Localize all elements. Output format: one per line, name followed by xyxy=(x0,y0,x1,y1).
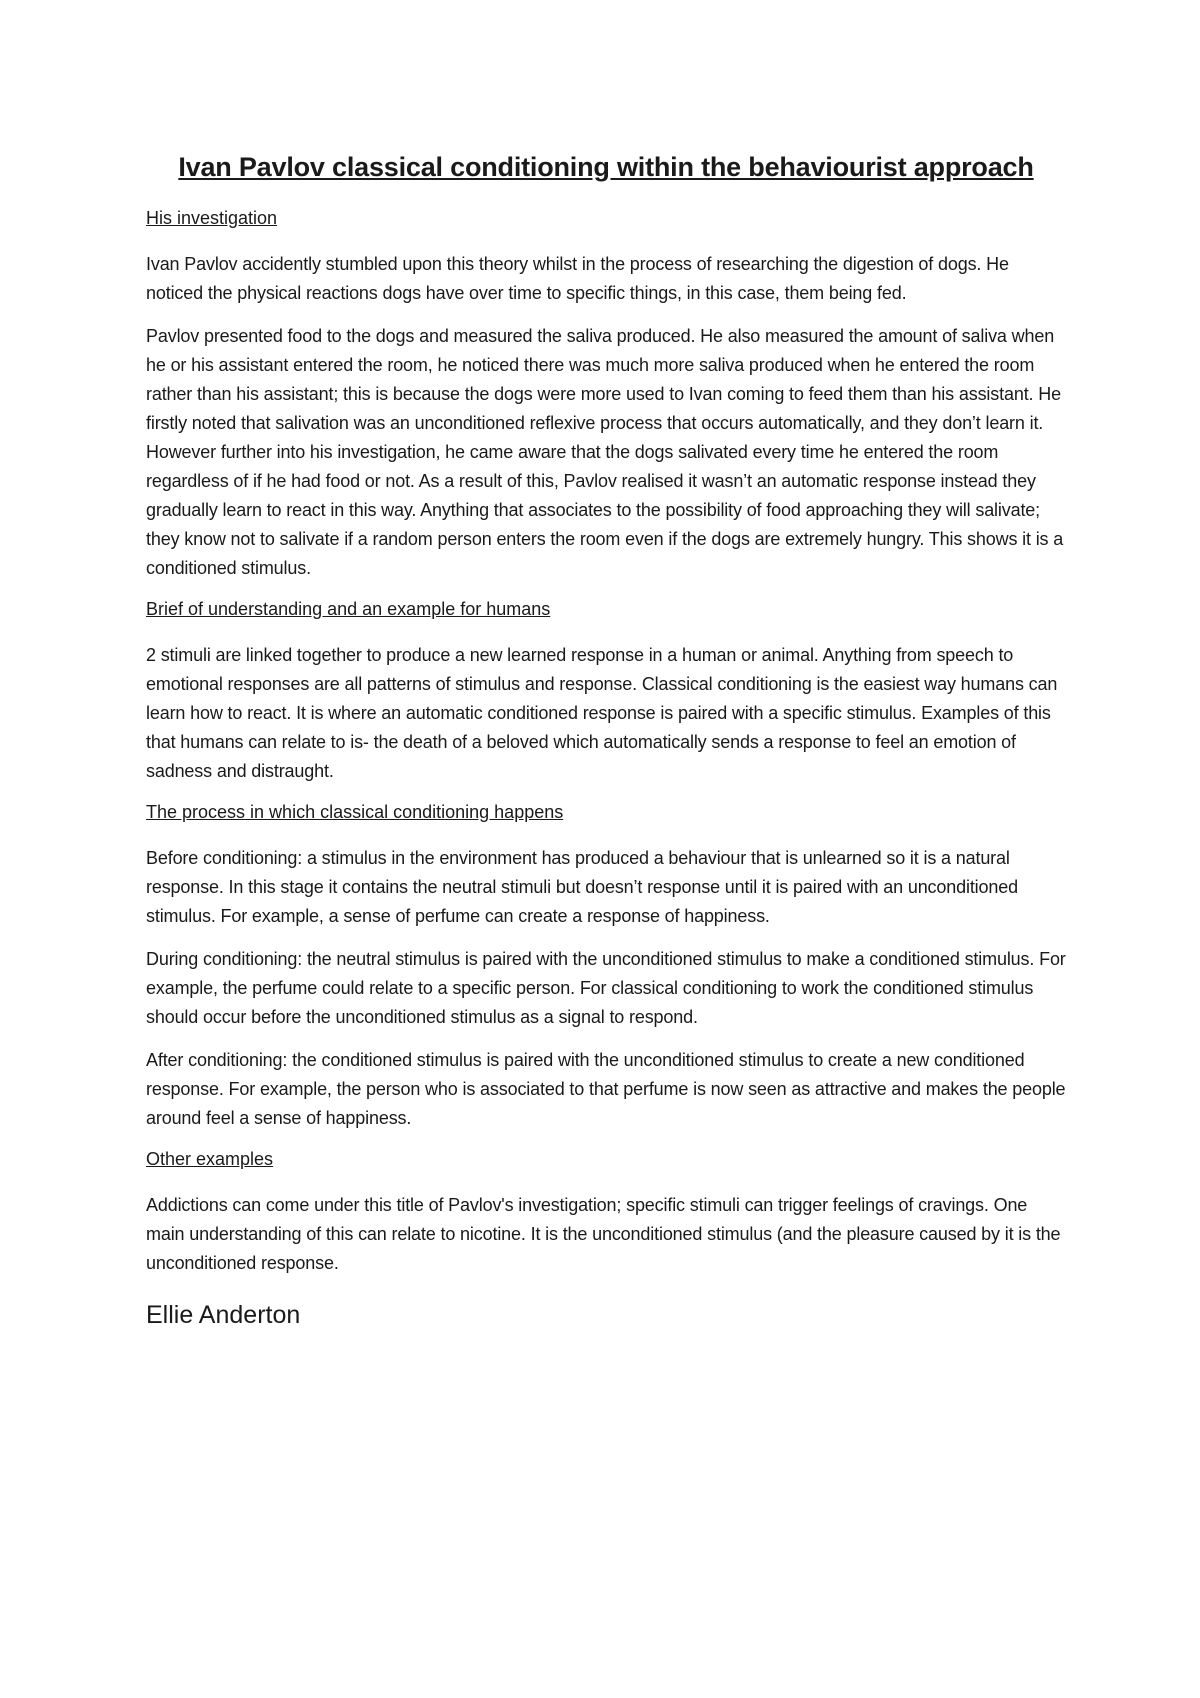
paragraph: Ivan Pavlov accidently stumbled upon this theory whilst in the process of researching the digestion of dogs. He noticed the physical reactions dogs have over time to specific things, in this case, them being fed. xyxy=(146,254,1009,303)
paragraph: During conditioning: the neutral stimulus is paired with the unconditioned stimulus to make a conditioned stimulus. For example, the perfume could relate to a specific person. For classical conditioning to work the conditioned stimulus should occur before the unconditioned stimulus as a signal to respond. xyxy=(146,949,1066,1027)
paragraph: After conditioning: the conditioned stimulus is paired with the unconditioned stimulus to create a new conditioned response. For example, the person who is associated to that perfume is now seen as attractive and makes the people around feel a sense of happiness. xyxy=(146,1050,1066,1128)
section-heading: Brief of understanding and an example for humans xyxy=(146,599,551,619)
paragraph: Addictions can come under this title of Pavlov's investigation; specific stimuli can trigger feelings of cravings. One main understanding of this can relate to nicotine. It is the unconditioned stimulus (and the pleasure caused by it is the unconditioned response. xyxy=(146,1195,1061,1273)
document-title: Ivan Pavlov classical conditioning within the behaviourist approach xyxy=(178,152,1034,182)
paragraph: Before conditioning: a stimulus in the environment has produced a behaviour that is unlearned so it is a natural response. In this stage it contains the neutral stimuli but doesn’t response until it is paired with an unconditioned stimulus. For example, a sense of perfume can create a response of happiness. xyxy=(146,848,1018,926)
document-content xyxy=(146,148,1066,1332)
author-name: Ellie Anderton xyxy=(146,1301,301,1329)
paragraph: 2 stimuli are linked together to produce a new learned response in a human or animal. Anything from speech to emotional responses are all patterns of stimulus and response. Classical conditioning is the easiest way humans can learn how to react. It is where an automatic conditioned response is paired with a specific stimulus. Examples of this that humans can relate to is- the death of a beloved which automatically sends a response to feel an emotion of sadness and distraught. xyxy=(146,645,1058,781)
section-conditioning-process xyxy=(146,800,1066,1133)
section-his-investigation xyxy=(146,206,1066,583)
paragraph: Pavlov presented food to the dogs and measured the saliva produced. He also measured the amount of saliva when he or his assistant entered the room, he noticed there was much more saliva produced when he entered the room rather than his assistant; this is because the dogs were more used to Ivan coming to feed them than his assistant. He firstly noted that salivation was an unconditioned reflexive process that occurs automatically, and they don’t learn it. However further into his investigation, he came aware that the dogs salivated every time he entered the room regardless of if he had food or not. As a result of this, Pavlov realised it wasn’t an automatic response instead they gradually learn to react in this way. Anything that associates to the possibility of food approaching they will salivate; they know not to salivate if a random person enters the room even if the dogs are extremely hungry. This shows it is a conditioned stimulus. xyxy=(146,326,1064,578)
section-heading: His investigation xyxy=(146,208,278,228)
section-heading: Other examples xyxy=(146,1149,274,1169)
section-brief-of-understanding xyxy=(146,597,1066,786)
section-heading: The process in which classical conditioning happens xyxy=(146,802,564,822)
section-other-examples xyxy=(146,1147,1066,1278)
